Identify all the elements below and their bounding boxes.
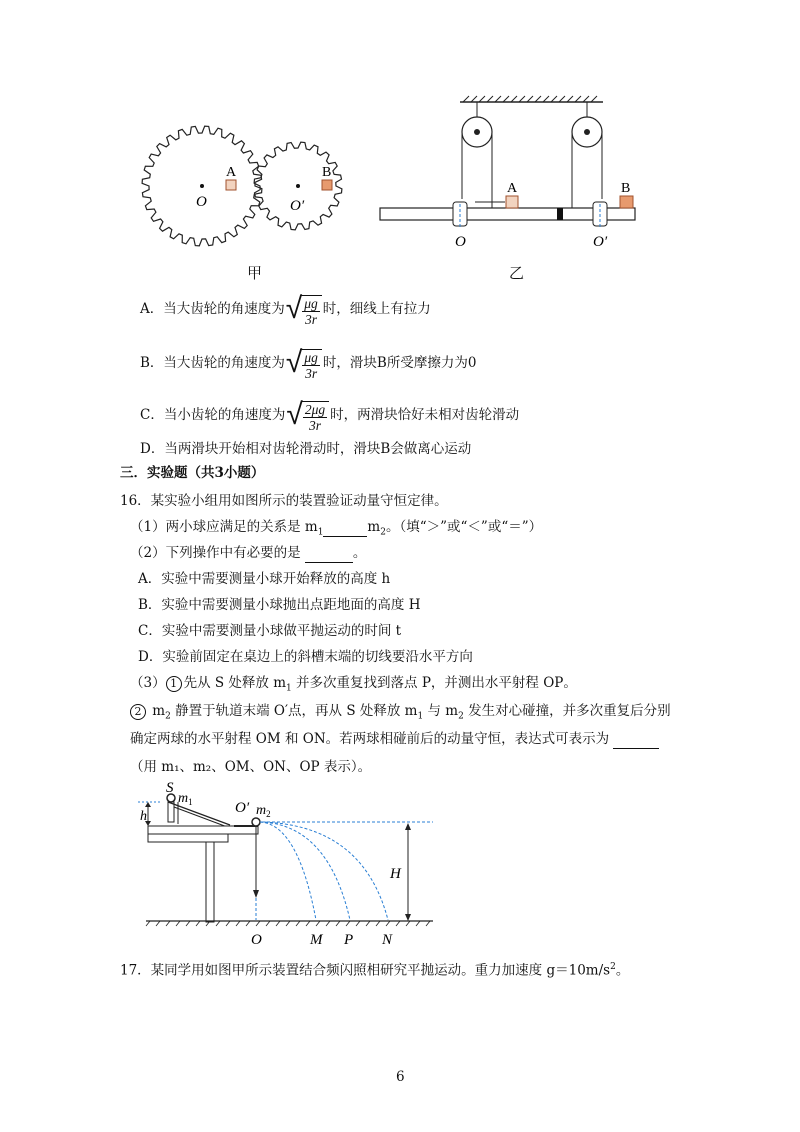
q16-part3-line4: （用 m₁、m₂、OM、ON、OP 表示）。 xyxy=(130,759,372,775)
label-O2-pulley: O′ xyxy=(593,234,608,250)
projectile-figure xyxy=(138,782,438,950)
label-H: H xyxy=(390,866,401,882)
label-S: S xyxy=(166,782,174,796)
page-number: 6 xyxy=(396,1069,405,1085)
label-P: P xyxy=(344,932,354,948)
q16-option-A: A．实验中需要测量小球开始释放的高度 h xyxy=(138,571,391,587)
q16-option-D: D．实验前固定在桌边上的斜槽末端的切线要沿水平方向 xyxy=(138,649,473,665)
block-A-pulley xyxy=(506,196,518,208)
label-B-gear: B xyxy=(322,165,332,180)
q16-part3-line3: 确定两球的水平射程 OM 和 ON。若两球相碰前后的动量守恒，表达式可表示为 xyxy=(130,730,659,749)
block-B-pulley xyxy=(620,196,633,208)
q16-part1: （1）两小球应满足的关系是 $m_1$ $m_2$。（填“＞”或“＜”或“＝”） xyxy=(130,519,543,538)
block-B xyxy=(322,180,332,190)
q16-part2-blank[interactable] xyxy=(305,544,353,563)
label-O-proj: O xyxy=(251,932,262,948)
ball-m2 xyxy=(252,818,260,826)
label-N: N xyxy=(382,932,393,948)
label-M: M xyxy=(310,932,323,948)
label-m2: $m_2$ xyxy=(256,803,271,819)
q16-part2: （2）下列操作中有必要的是 。 xyxy=(130,545,367,561)
q17-stem: 17．某同学用如图甲所示装置结合频闪照相研究平抛运动。重力加速度 $g=10m/s^2$。 xyxy=(120,962,630,979)
q16-part3-line2: 2 $m_2$ 静置于轨道末端 O′点，再从 S 处释放 $m_1$ 与 $m_2$ 发生对心碰撞，并多次重复后分别 xyxy=(130,702,671,726)
label-O2-proj: O′ xyxy=(235,800,250,816)
q16-option-C: C．实验中需要测量小球做平抛运动的时间 t xyxy=(138,623,402,639)
q16-part3-blank[interactable] xyxy=(613,730,659,749)
pulley-figure xyxy=(375,94,645,254)
q16-option-B: B．实验中需要测量小球抛出点距地面的高度 H xyxy=(138,597,421,613)
label-m1: $m_1$ xyxy=(178,791,193,807)
label-O-pulley: O xyxy=(455,234,466,250)
block-A xyxy=(226,180,236,190)
q16-stem: 16．某实验小组用如图所示的装置验证动量守恒定律。 xyxy=(120,493,448,509)
q15-option-A: A．当大齿轮的角速度为 √ $\frac{\mu g}{3r}$ 时，细线上有拉力 xyxy=(140,291,431,327)
label-O2-gear: O′ xyxy=(290,198,305,214)
label-A-pulley: A xyxy=(507,181,518,196)
center-dot-O xyxy=(200,184,204,188)
q16-part3-line1: （3） 1 先从 S 处释放 $m_1$ 并多次重复找到落点 P，并测出水平射程 OP。 xyxy=(130,675,577,694)
center-dot-O2 xyxy=(296,184,300,188)
label-A-gear: A xyxy=(226,165,237,180)
q15-option-C: C．当小齿轮的角速度为 √ $\frac{2\mu g}{3r}$ 时，两滑块恰好未相对齿轮滑动 xyxy=(140,397,520,433)
label-h: h xyxy=(140,809,147,824)
q15-option-D: D．当两滑块开始相对齿轮滑动时，滑块B会做离心运动 xyxy=(140,441,472,457)
label-B-pulley: B xyxy=(621,181,631,196)
label-O-gear: O xyxy=(196,194,207,210)
table-top xyxy=(148,826,258,834)
q16-part1-blank[interactable] xyxy=(323,518,367,537)
pulley-caption: 乙 xyxy=(509,264,525,282)
circled-number-2: 2 xyxy=(130,704,146,720)
gears-figure xyxy=(140,118,360,258)
q15-option-B: B．当大齿轮的角速度为 √ $\frac{\mu g}{3r}$ 时，滑块B所受摩擦力为0 xyxy=(140,345,477,381)
circled-number-1: 1 xyxy=(166,676,182,692)
gears-caption: 甲 xyxy=(247,264,263,282)
section-title: 三．实验题（共3小题） xyxy=(120,465,265,481)
ceiling-hatch xyxy=(463,96,597,102)
